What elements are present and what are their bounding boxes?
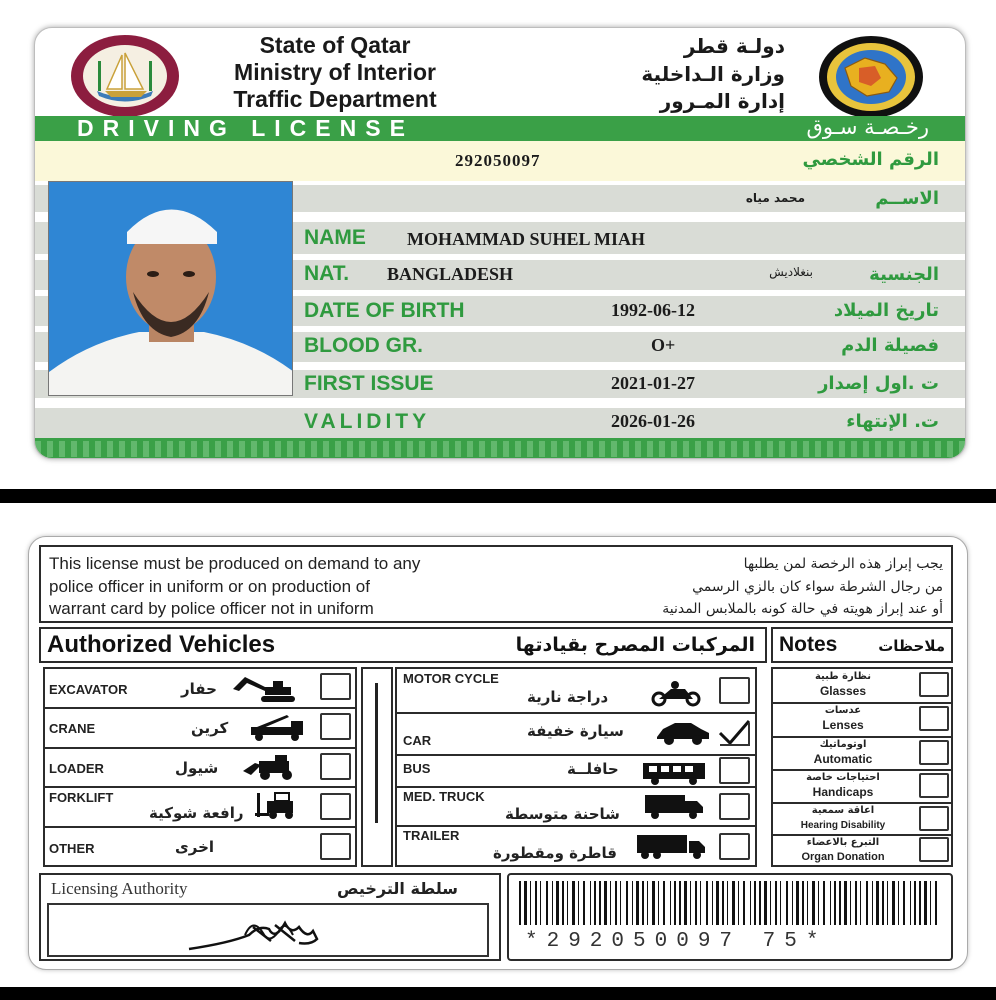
licensing-authority-label-ar: سلطة الترخيص (337, 879, 458, 898)
card-divider (0, 489, 996, 503)
excavator-checkbox[interactable] (320, 673, 351, 700)
note-glasses-ar: نظارة طبية (814, 671, 872, 682)
med-truck-label-ar: شاحنة متوسطة (505, 805, 620, 823)
name-label-ar: الاســم (875, 188, 939, 209)
portrait-image (49, 182, 293, 396)
note-hearing-ar: اعاقة سمعية (811, 805, 875, 816)
forklift-label-ar: رافعة شوكية (149, 804, 244, 822)
nationality-label-ar: الجنسية (869, 264, 939, 285)
motorcycle-label-ar: دراجة نارية (527, 688, 609, 706)
barcode-box (507, 873, 953, 961)
licensing-authority-label: Licensing Authority (51, 879, 188, 898)
first-issue-label-ar: ت .اول إصدار (818, 373, 939, 394)
car-label-ar: سيارة خفيفة (527, 722, 624, 740)
notice-box (39, 545, 953, 623)
car-icon (653, 719, 713, 747)
holder-photo (48, 181, 293, 396)
row-divider (397, 754, 755, 756)
row-divider (773, 769, 951, 771)
license-back-card (28, 536, 968, 970)
crane-label-ar: كرين (191, 719, 229, 737)
loader-icon (239, 753, 311, 781)
car-label: CAR (403, 733, 432, 748)
note-handicaps-ar: احتياجات خاصة (806, 772, 880, 783)
truck-icon (643, 793, 707, 821)
bottom-pattern-band (35, 438, 966, 459)
first-issue-value: 2021-01-27 (611, 373, 695, 393)
dob-value: 1992-06-12 (611, 300, 695, 320)
notice-ar-line: يجب إبراز هذه الرخصة لمن يطلبها (743, 556, 943, 572)
barcode-number: *292050097 75* (525, 930, 828, 953)
row-divider (45, 707, 355, 709)
row-divider (45, 826, 355, 828)
forklift-icon (253, 791, 325, 819)
validity-band (35, 408, 966, 438)
note-organ-ar: التبرع بالاعضاء (806, 837, 880, 848)
licensing-authority-box (39, 873, 501, 961)
glasses-checkbox[interactable] (919, 672, 949, 697)
validity-value: 2026-01-26 (611, 411, 695, 431)
license-front-card (34, 27, 966, 459)
gcc-emblem-icon (815, 34, 927, 120)
header-ministry: Ministry of Interior (234, 59, 436, 85)
note-organ-donation: Organ Donation (801, 851, 885, 863)
header-ministry-ar: وزارة الـداخلية (641, 62, 785, 86)
other-label-ar: اخرى (175, 838, 215, 856)
authorized-vehicles-header (39, 627, 767, 663)
license-title-ar: رخـصـة سـوق (806, 115, 929, 139)
notice-ar-line: من رجال الشرطة سواء كان بالزي الرسمي (692, 578, 943, 595)
forklift-checkbox[interactable] (320, 793, 351, 820)
motorcycle-label: MOTOR CYCLE (403, 671, 499, 686)
dob-label-ar: تاريخ الميلاد (833, 300, 939, 321)
crane-icon (247, 713, 319, 741)
blood-group-value: O+ (651, 335, 676, 355)
note-hearing: Hearing Disability (800, 820, 886, 831)
med-truck-checkbox[interactable] (719, 793, 750, 820)
nationality-value: BANGLADESH (387, 264, 514, 284)
trailer-label-ar: قاطرة ومقطورة (493, 844, 617, 862)
heavy-vehicles-panel (43, 667, 357, 867)
loader-label: LOADER (49, 761, 104, 776)
name-label: NAME (304, 226, 366, 249)
signature-image (49, 905, 489, 957)
qatar-emblem-icon (67, 33, 183, 121)
row-divider (773, 736, 951, 738)
row-divider (773, 834, 951, 836)
notes-title-ar: ملاحظات (878, 637, 945, 655)
bracket-column (361, 667, 393, 867)
authorized-vehicles-title-ar: المركبات المصرح بقيادتها (515, 634, 755, 656)
notice-en-line: police officer in uniform or on production of (49, 576, 370, 596)
row-divider (45, 786, 355, 788)
crane-label: CRANE (49, 721, 96, 736)
hearing-checkbox[interactable] (919, 806, 949, 831)
row-divider (773, 702, 951, 704)
personal-number-label-ar: الرقم الشخصي (802, 149, 939, 170)
row-divider (397, 712, 755, 714)
dob-label: DATE OF BIRTH (304, 299, 465, 322)
header-state: State of Qatar (259, 32, 411, 58)
validity-label-ar: ت. الإنتهاء (846, 411, 939, 432)
bus-icon (641, 759, 707, 787)
crane-checkbox[interactable] (320, 713, 351, 740)
other-label: OTHER (49, 841, 95, 856)
first-issue-label: FIRST ISSUE (304, 372, 434, 395)
checkmark-icon (719, 719, 750, 746)
med-truck-label: MED. TRUCK (403, 789, 485, 804)
header-department: Traffic Department (233, 86, 437, 112)
bottom-divider (0, 987, 996, 1000)
blood-group-label: BLOOD GR. (304, 334, 423, 357)
other-checkbox[interactable] (320, 833, 351, 860)
note-lenses: Lenses (822, 718, 864, 732)
notice-ar-line: أو عند إبراز هويته في حالة كونه بالملابس المدنية (662, 601, 943, 617)
bus-label: BUS (403, 761, 431, 776)
validity-label: VALIDITY (304, 410, 431, 433)
automatic-checkbox[interactable] (919, 740, 949, 765)
notice-en (49, 553, 589, 621)
license-title: DRIVING LICENSE (77, 115, 414, 141)
trailer-icon (635, 833, 707, 861)
notes-header (771, 627, 953, 663)
notice-ar (662, 553, 943, 621)
note-lenses-ar: عدسات (824, 705, 862, 716)
barcode-image (519, 881, 943, 925)
name-value: MOHAMMAD SUHEL MIAH (407, 229, 645, 249)
note-automatic-ar: اوتوماتيك (819, 739, 867, 750)
nationality-label: NAT. (304, 262, 350, 285)
header-department-ar: إدارة المـرور (659, 89, 785, 113)
trailer-checkbox[interactable] (719, 833, 750, 860)
nationality-value-ar: بنغلاديش (769, 265, 813, 279)
motorcycle-icon (647, 679, 707, 707)
excavator-label: EXCAVATOR (49, 682, 128, 697)
bus-checkbox[interactable] (719, 757, 750, 784)
bracket-line (375, 683, 378, 823)
row-divider (397, 825, 755, 827)
excavator-icon (229, 675, 301, 703)
organ-donation-checkbox[interactable] (919, 837, 949, 862)
header-state-ar: دولـة قطر (683, 34, 785, 58)
loader-checkbox[interactable] (320, 753, 351, 780)
car-checkbox[interactable] (719, 719, 750, 746)
note-glasses: Glasses (819, 684, 867, 698)
name-value-ar: محمد مياه (745, 191, 805, 205)
trailer-label: TRAILER (403, 828, 460, 843)
motorcycle-checkbox[interactable] (719, 677, 750, 704)
bus-label-ar: حافلــة (567, 760, 619, 778)
row-divider (45, 747, 355, 749)
band-divider (35, 398, 966, 408)
row-divider (773, 802, 951, 804)
blood-group-label-ar: فصيلة الدم (841, 335, 939, 356)
handicaps-checkbox[interactable] (919, 773, 949, 798)
lenses-checkbox[interactable] (919, 706, 949, 731)
notes-panel (771, 667, 953, 867)
signature-field (47, 903, 489, 957)
personal-number: 292050097 (455, 151, 541, 170)
forklift-label: FORKLIFT (49, 790, 114, 805)
excavator-label-ar: حفار (181, 680, 217, 698)
light-vehicles-panel (395, 667, 757, 867)
notice-en-line: warrant card by police officer not in uniform (49, 599, 374, 618)
loader-label-ar: شيول (175, 759, 219, 777)
note-automatic: Automatic (813, 752, 873, 766)
note-handicaps: Handicaps (812, 785, 874, 799)
authorized-vehicles-title: Authorized Vehicles (47, 631, 276, 658)
notes-title: Notes (779, 633, 838, 656)
notice-en-line: This license must be produced on demand to any (49, 554, 421, 573)
